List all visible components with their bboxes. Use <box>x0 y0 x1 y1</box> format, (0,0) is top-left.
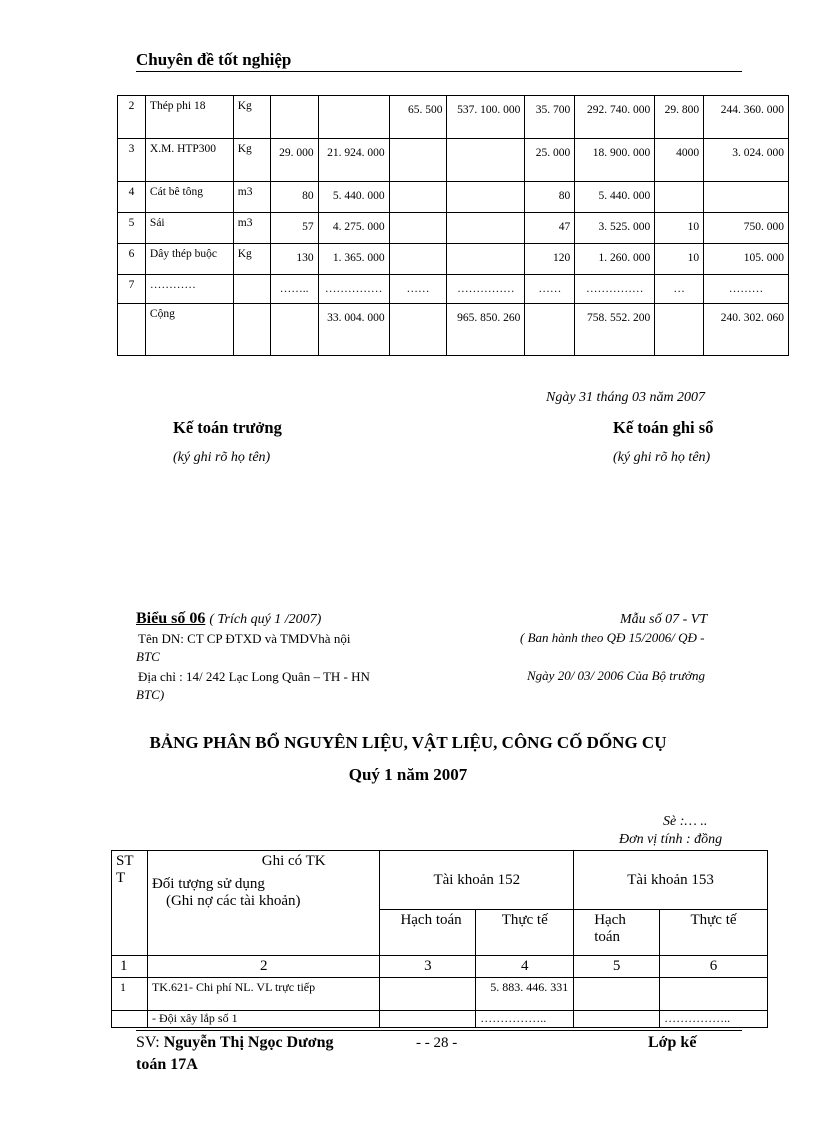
table-cell: Thép phi 18 <box>145 96 233 139</box>
row2-stt <box>112 1011 148 1028</box>
table-cell: 240. 302. 060 <box>704 304 789 356</box>
table-cell <box>270 304 318 356</box>
table-cell: 57 <box>270 213 318 244</box>
row1-c6 <box>660 978 768 1011</box>
table-row <box>118 182 789 213</box>
report-unit: Đơn vị tính : đồng <box>619 832 723 847</box>
table-cell: 244. 360. 000 <box>704 96 789 139</box>
footer-student-class: toán 17A <box>136 1056 198 1073</box>
row2-c3 <box>380 1011 476 1028</box>
table-cell <box>389 304 447 356</box>
table-cell <box>447 139 525 182</box>
table-cell: Kg <box>233 244 270 275</box>
row1-c3 <box>380 978 476 1011</box>
table-row <box>118 213 789 244</box>
form-number: Mẫu số 07 - VT <box>620 612 708 627</box>
table-cell <box>389 139 447 182</box>
form-label-line <box>136 610 321 628</box>
table-cell <box>655 304 704 356</box>
table-cell: Sái <box>145 213 233 244</box>
table-cell <box>447 182 525 213</box>
table-cell: 4000 <box>655 139 704 182</box>
table-cell: Kg <box>233 96 270 139</box>
table-cell: 1. 365. 000 <box>318 244 389 275</box>
address-line1: Địa chỉ : 14/ 242 Lạc Long Quân – TH - HN <box>138 669 370 684</box>
table-cell: 130 <box>270 244 318 275</box>
table-cell: 2 <box>118 96 146 139</box>
table-row <box>112 1011 768 1028</box>
subject-header-cell <box>147 851 379 956</box>
row1-c5 <box>574 978 660 1011</box>
table-cell: 80 <box>525 182 575 213</box>
col-number-6: 6 <box>660 956 768 978</box>
table-cell <box>704 182 789 213</box>
footer-class: Lớp kế <box>648 1034 697 1051</box>
company-address <box>136 668 370 704</box>
subject-header: Đối tượng sử dụng <box>151 876 265 892</box>
table-cell: Kg <box>233 139 270 182</box>
table-cell: …… <box>525 275 575 304</box>
table-cell: 3. 024. 000 <box>704 139 789 182</box>
table-cell: 105. 000 <box>704 244 789 275</box>
materials-table <box>117 95 789 356</box>
row2-c6: …………….. <box>660 1011 768 1028</box>
table-cell <box>655 182 704 213</box>
acc152-planned-header: Hạch toán <box>380 910 476 956</box>
report-title: BẢNG PHÂN BỔ NGUYÊN LIỆU, VẬT LIỆU, CÔNG CỐ DỐNG CỤ <box>149 733 667 752</box>
table-cell <box>118 304 146 356</box>
account-153-header: Tài khoản 153 <box>574 851 768 910</box>
table-cell <box>389 182 447 213</box>
stt-header: ST T <box>112 851 148 956</box>
table-row <box>118 275 789 304</box>
col-number-2: 2 <box>147 956 379 978</box>
table-cell <box>318 96 389 139</box>
table-cell: …… <box>389 275 447 304</box>
table-cell: 6 <box>118 244 146 275</box>
bookkeeper-title: Kế toán ghi sổ <box>613 418 714 437</box>
issued-by-line1: ( Ban hành theo QĐ 15/2006/ QĐ - <box>520 630 705 645</box>
table-cell: 3. 525. 000 <box>575 213 655 244</box>
signature-date: Ngày 31 tháng 03 năm 2007 <box>546 390 706 405</box>
table-cell: 10 <box>655 244 704 275</box>
table-row <box>118 96 789 139</box>
row2-c4: …………….. <box>476 1011 574 1028</box>
acc153-actual-header: Thực tế <box>660 910 768 956</box>
table-cell: 25. 000 <box>525 139 575 182</box>
table-cell: 750. 000 <box>704 213 789 244</box>
table-cell: 65. 500 <box>389 96 447 139</box>
table-cell: 965. 850. 260 <box>447 304 525 356</box>
table-cell: …………… <box>318 275 389 304</box>
footer-student-name: Nguyễn Thị Ngọc Dương <box>163 1034 334 1051</box>
table-cell: 5 <box>118 213 146 244</box>
col-number-5: 5 <box>574 956 660 978</box>
table-cell: 7 <box>118 275 146 304</box>
form-label-note: ( Trích quý 1 /2007) <box>209 612 322 627</box>
table-cell: ……… <box>704 275 789 304</box>
chief-accountant-title: Kế toán trưởng <box>173 418 282 437</box>
account-152-header: Tài khoản 152 <box>380 851 574 910</box>
table-cell: 537. 100. 000 <box>447 96 525 139</box>
table-cell: 4. 275. 000 <box>318 213 389 244</box>
table-cell: … <box>655 275 704 304</box>
table-cell: 5. 440. 000 <box>318 182 389 213</box>
table-cell <box>389 244 447 275</box>
acc152-actual-header: Thực tế <box>476 910 574 956</box>
table-cell: 29. 000 <box>270 139 318 182</box>
table-cell: Cộng <box>145 304 233 356</box>
debit-header: (Ghi nợ các tài khoản) <box>165 893 301 909</box>
table-row <box>112 978 768 1011</box>
row1-c4: 5. 883. 446. 331 <box>476 978 574 1011</box>
table-cell: 47 <box>525 213 575 244</box>
table-cell: 21. 924. 000 <box>318 139 389 182</box>
table-cell: …….. <box>270 275 318 304</box>
row2-c5 <box>574 1011 660 1028</box>
table-cell: Cát bê tông <box>145 182 233 213</box>
table-cell: …………… <box>447 275 525 304</box>
credit-header: Ghi có TK <box>261 853 326 869</box>
col-number-4: 4 <box>476 956 574 978</box>
table-cell <box>270 96 318 139</box>
footer-student: SV: Nguyễn Thị Ngọc Dương <box>136 1034 334 1051</box>
table-cell <box>233 304 270 356</box>
chief-accountant-note: (ký ghi rõ họ tên) <box>173 450 271 465</box>
acc153-planned-header: Hạch toán <box>574 910 660 956</box>
report-period: Quý 1 năm 2007 <box>348 765 468 784</box>
table-cell: 5. 440. 000 <box>575 182 655 213</box>
report-number: Sè :… .. <box>663 814 708 829</box>
table-cell <box>389 213 447 244</box>
table-cell: 29. 800 <box>655 96 704 139</box>
form-label: Biểu số 06 <box>136 610 206 627</box>
footer-rule <box>136 1030 742 1031</box>
row2-subject: - Đội xây lắp số 1 <box>147 1011 379 1028</box>
table-cell: 35. 700 <box>525 96 575 139</box>
table-cell: 758. 552. 200 <box>575 304 655 356</box>
table-cell: …………… <box>575 275 655 304</box>
table-cell: ………… <box>145 275 233 304</box>
row1-subject: TK.621- Chi phí NL. VL trực tiếp <box>147 978 379 1011</box>
address-line2: BTC) <box>136 687 165 702</box>
table-cell: m3 <box>233 213 270 244</box>
page-header-title: Chuyên đề tốt nghiệp <box>136 50 292 69</box>
table-cell: 3 <box>118 139 146 182</box>
table-cell: 10 <box>655 213 704 244</box>
table-cell: Dây thép buộc <box>145 244 233 275</box>
table-row <box>118 139 789 182</box>
table-cell <box>233 275 270 304</box>
table-cell: 80 <box>270 182 318 213</box>
row1-stt: 1 <box>112 978 148 1011</box>
company-line1: Tên DN: CT CP ĐTXD và TMDVhà nội <box>138 631 351 646</box>
table-cell: m3 <box>233 182 270 213</box>
bookkeeper-note: (ký ghi rõ họ tên) <box>613 450 711 465</box>
allocation-table <box>111 850 768 1028</box>
col-number-3: 3 <box>380 956 476 978</box>
table-cell <box>447 213 525 244</box>
company-line2: BTC <box>136 649 160 664</box>
table-cell: 1. 260. 000 <box>575 244 655 275</box>
table-row <box>118 244 789 275</box>
table-cell: 120 <box>525 244 575 275</box>
table-cell: 33. 004. 000 <box>318 304 389 356</box>
table-cell: 4 <box>118 182 146 213</box>
table-cell: X.M. HTP300 <box>145 139 233 182</box>
company-name <box>136 630 350 666</box>
header-rule <box>136 71 742 72</box>
footer-page-number: - - 28 - <box>416 1035 458 1051</box>
table-cell: 18. 900. 000 <box>575 139 655 182</box>
table-cell: 292. 740. 000 <box>575 96 655 139</box>
table-cell <box>525 304 575 356</box>
table-row <box>118 304 789 356</box>
issued-by-line2: Ngày 20/ 03/ 2006 Của Bộ trưởng <box>527 668 705 683</box>
table-cell <box>447 244 525 275</box>
col-number-1: 1 <box>112 956 148 978</box>
